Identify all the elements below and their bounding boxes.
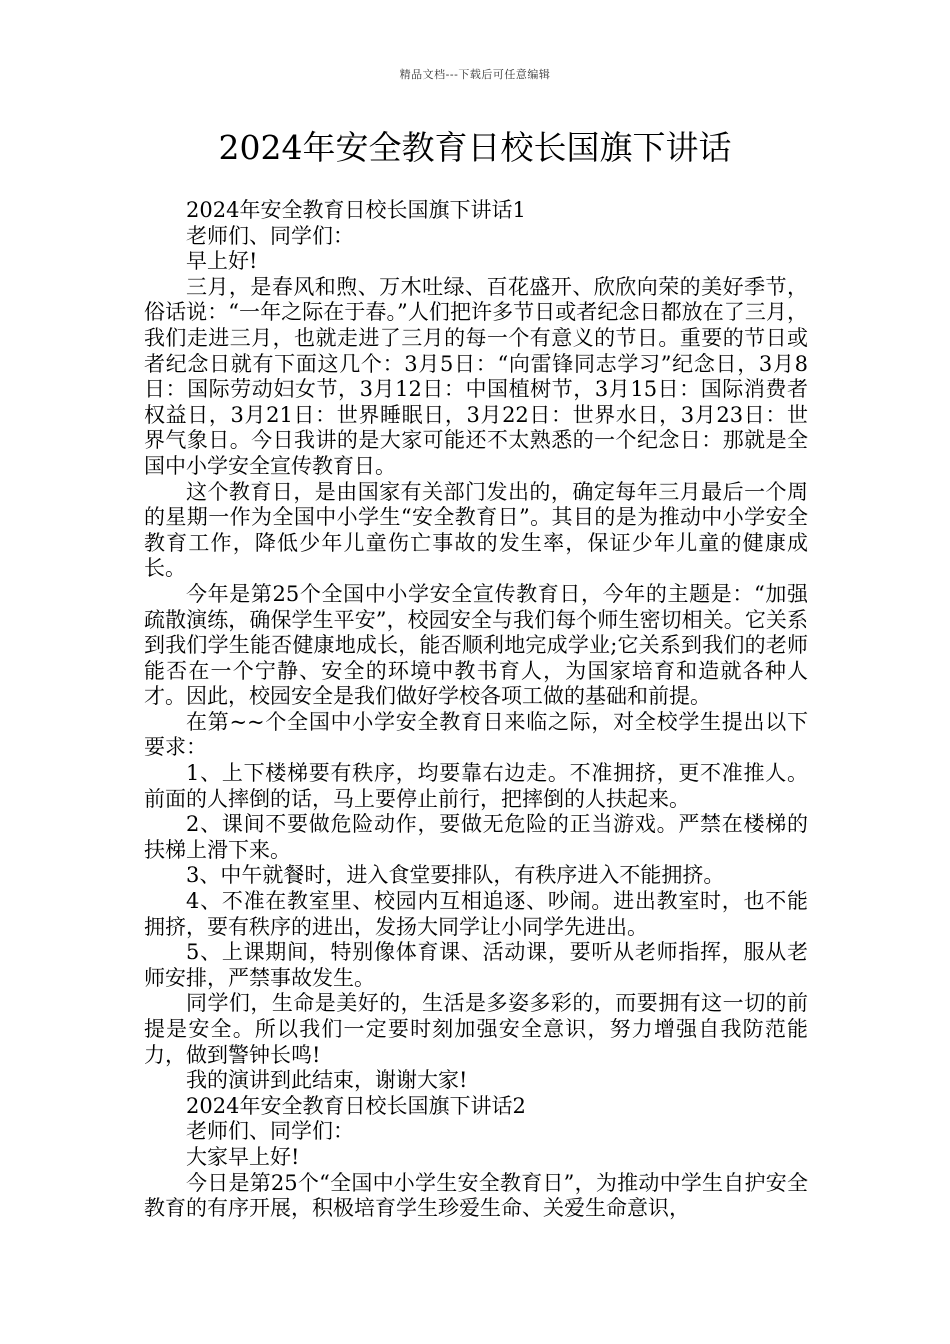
paragraph: 老师们、同学们： [186,1119,354,1144]
document-title: 2024年安全教育日校长国旗下讲话 [218,128,732,167]
header-note: 精品文档---下载后可任意编辑 [399,68,551,81]
paragraph: 2、课间不要做危险动作，要做无危险的正当游戏。严禁在楼梯的扶梯上滑下来。 [144,812,808,862]
paragraph: 2024年安全教育日校长国旗下讲话2 [186,1093,526,1118]
paragraph: 老师们、同学们： [186,223,354,248]
paragraph: 在第~~个全国中小学安全教育日来临之际，对全校学生提出以下要求： [144,709,808,760]
paragraph: 1、上下楼梯要有秩序，均要靠右边走。不准拥挤，更不准推人。前面的人摔倒的话，马上要停止前行，把摔倒的人扶起来。 [144,761,808,811]
paragraph: 这个教育日，是由国家有关部门发出的，确定每年三月最后一个周的星期一作为全国中小学生“安全教育日”。其目的是为推动中小学安全教育工作，降低少年儿童伤亡事故的发生率，保证少年儿童的健康成长。 [144,479,808,581]
paragraph: 3、中午就餐时，进入食堂要排队，有秩序进入不能拥挤。 [186,863,725,888]
paragraph: 今年是第25个全国中小学安全宣传教育日，今年的主题是：“加强疏散演练，确保学生平安”，校园安全与我们每个师生密切相关。它关系到我们学生能否健康地成长，能否顺利地完成学业;它关系到我们的老师能否在一个宁静、安全的环境中教书育人，为国家培育和造就各种人才。因此，校园安全是我们做好学校各项工做的基础和前提。 [144,581,808,709]
paragraph: 4、不准在教室里、校园内互相追逐、吵闹。进出教室时，也不能拥挤，要有秩序的进出，发扬大同学让小同学先进出。 [144,889,808,939]
document-body [144,198,808,1222]
paragraph: 同学们，生命是美好的，生活是多姿多彩的，而要拥有这一切的前提是安全。所以我们一定要时刻加强安全意识，努力增强自我防范能力，做到警钟长鸣! [144,991,808,1067]
paragraph: 早上好! [186,249,258,274]
paragraph: 大家早上好! [186,1144,300,1169]
paragraph: 我的演讲到此结束，谢谢大家! [186,1068,468,1093]
paragraph: 5、上课期间，特别像体育课、活动课，要听从老师指挥，服从老师安排，严禁事故发生。 [144,940,808,990]
paragraph: 三月，是春风和煦、万木吐绿、百花盛开、欣欣向荣的美好季节，俗话说：“一年之际在于春。”人们把许多节日或者纪念日都放在了三月，我们走进三月，也就走进了三月的每一个有意义的节日。重要的节日或者纪念日就有下面这几个：3月5日：“向雷锋同志学习”纪念日，3月8日：国际劳动妇女节，3月12日：中国植树节，3月15日：国际消费者权益日，3月21日：世界睡眠日，3月22日：世界水日，3月23日：世界气象日。今日我讲的是大家可能还不太熟悉的一个纪念日：那就是全国中小学安全宣传教育日。 [144,274,808,478]
paragraph: 今日是第25个“全国中小学生安全教育日”，为推动中学生自护安全教育的有序开展，积极培育学生珍爱生命、关爱生命意识， [144,1170,808,1221]
paragraph: 2024年安全教育日校长国旗下讲话1 [186,198,526,222]
